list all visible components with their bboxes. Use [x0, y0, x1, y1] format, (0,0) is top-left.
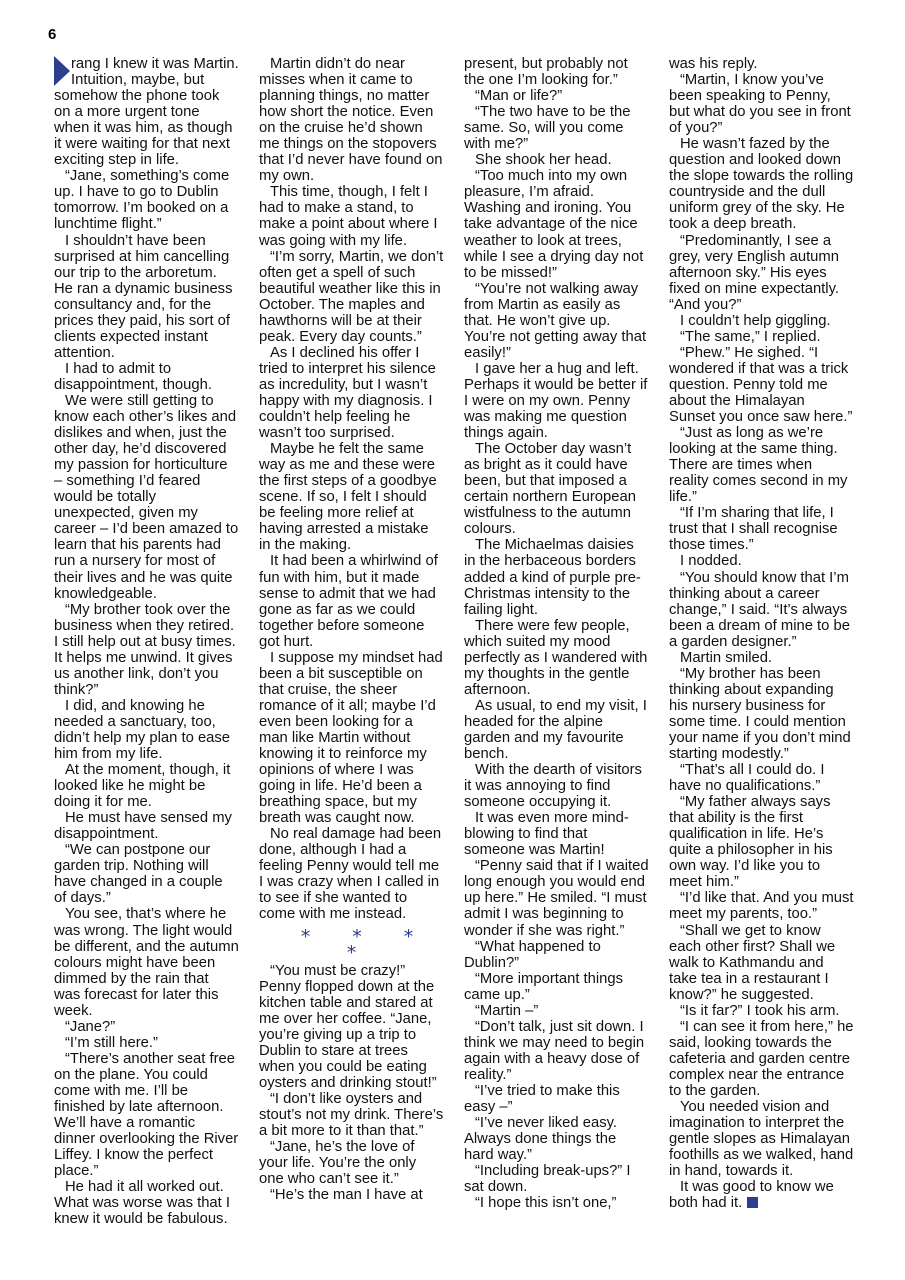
text-column-2 [259, 56, 444, 1236]
paragraph: This time, though, I felt I had to make a stand, to make a point about where I was going with my life. [259, 184, 438, 249]
paragraph: “Too much into my own pleasure, I’m afraid. Washing and ironing. You take advantage of the nice weather to look at trees, while I see a drying day not to be missed!” [464, 168, 644, 281]
paragraph: It had been a whirlwind of fun with him, but it made sense to admit that we had gone as far as we could together before someone got hurt. [259, 553, 438, 650]
paragraph: He had it all worked out. What was worse was that I knew it would be fabulous. [54, 1179, 230, 1228]
paragraph: “I’m still here.” [65, 1034, 158, 1051]
paragraph: He wasn’t fazed by the question and looked down the slope towards the rolling countryside and the dull uniform grey of the sky. He took a deep breath. [669, 136, 854, 233]
paragraph: The Michaelmas daisies in the herbaceous borders added a kind of purple pre-Christmas intensity to the failing light. [464, 537, 641, 618]
paragraph: “Including break-ups?” I sat down. [464, 1163, 631, 1196]
paragraph: “Shall we get to know each other first? Shall we walk to Kathmandu and take tea in a restaurant I know?” he suggested. [669, 922, 836, 1003]
paragraph: “Phew.” He sighed. “I wondered if that was a trick question. Penny told me about the Himalayan Sunset you once saw here.” [669, 344, 853, 426]
paragraph: It was even more mind-blowing to find that someone was Martin! [464, 810, 629, 859]
paragraph: It was good to know we both had it. [669, 1179, 834, 1212]
paragraph: “My brother has been thinking about expanding his nursery business for some time. I could mention your name if you don’t mind starting modestly.” [669, 665, 851, 763]
paragraph: “Jane?” [65, 1018, 116, 1035]
paragraph: “Jane, he’s the love of your life. You’re the only one who can’t see it.” [259, 1139, 417, 1188]
paragraph: You see, that’s where he was wrong. The light would be different, and the autumn colours might have been dimmed by the rain that was forecast for later this week. [54, 906, 239, 1019]
paragraph: “The same,” I replied. [680, 328, 821, 345]
paragraph: “If I’m sharing that life, I trust that I shall recognise those times.” [669, 505, 838, 554]
paragraph: “You must be crazy!” Penny flopped down at the kitchen table and stared at me over her coffee. “Jane, you’re giving up a trip to Dublin to stare at trees when you could be eating oysters and drinking stout!” [259, 962, 437, 1091]
paragraph: “Martin, I know you’ve been speaking to Penny, but what do you see in front of you?” [669, 72, 851, 137]
paragraph: As usual, to end my visit, I headed for the alpine garden and my favourite bench. [464, 697, 647, 763]
paragraph: was his reply. [669, 56, 758, 72]
paragraph: “Martin –” [475, 1002, 539, 1019]
paragraph: “You’re not walking away from Martin as easily as that. He won’t give up. You’re not getting away that easily!” [464, 280, 647, 361]
paragraph: “Just as long as we’re looking at the same thing. There are times when reality comes second in my life.” [669, 425, 848, 506]
paragraph: No real damage had been done, although I had a feeling Penny would tell me I was crazy when I called in to see if she wanted to come with me instead. [259, 826, 442, 923]
paragraph: “My father always says that ability is the first qualification in life. He’s quite a philosopher in his own way. I’d like you to meet him.” [669, 794, 833, 891]
paragraph: Maybe he felt the same way as me and these were the first steps of a goodbye scene. If so, I felt I should be feeling more relief at having arrested a mistake in the making. [259, 441, 437, 554]
paragraph: “My brother took over the business when they retired. I still help out at busy times. It helps me unwind. It gives us another link, don’t you think?” [54, 601, 236, 698]
end-of-story-square-icon [747, 1197, 758, 1208]
paragraph: “Is it far?” I took his arm. [680, 1002, 840, 1019]
paragraph: “I’m sorry, Martin, we don’t often get a spell of such beautiful weather like this in October. The maples and hawthorns will be at their peak. Every day counts.” [259, 248, 444, 345]
paragraph: With the dearth of visitors it was annoying to find someone occupying it. [464, 762, 642, 811]
paragraph: As I declined his offer I tried to interpret his silence as incredulity, but I wasn’t happy with my diagnosis. I couldn’t help feeling he wasn’t too surprised. [259, 344, 436, 442]
paragraph: “Jane, something’s come up. I have to go to Dublin tomorrow. I’m booked on a lunchtime flight.” [54, 168, 230, 233]
paragraph: Martin smiled. [680, 649, 773, 666]
paragraph: Martin didn’t do near misses when it came to planning things, no matter how short the notice. Even on the cruise he’d shown me things on the stopovers that I’d never have found on my own. [259, 56, 443, 185]
paragraph: At the moment, though, it looked like he might be doing it for me. [54, 762, 231, 811]
paragraph: You needed vision and imagination to interpret the gentle slopes as Himalayan foothills as we walked, hand in hand, towards it. [669, 1099, 854, 1180]
paragraph: “I can see it from here,” he said, looking towards the cafeteria and garden centre complex near the entrance to the garden. [669, 1018, 854, 1099]
text-column-3 [464, 56, 649, 1236]
paragraph: There were few people, which suited my mood perfectly as I wandered with my thoughts in the gentle afternoon. [464, 617, 648, 698]
paragraph: “What happened to Dublin?” [464, 938, 601, 971]
page-number: 6 [48, 26, 57, 43]
paragraph: “I hope this isn’t one,” [475, 1195, 617, 1212]
paragraph: “Man or life?” [475, 88, 563, 105]
paragraph: “More important things came up.” [464, 970, 624, 1003]
paragraph: “You should know that I’m thinking about a career change,” I said. “It’s always been a dream of mine to be a garden designer.” [669, 569, 850, 650]
text-column-4 [669, 56, 854, 1236]
article-body [54, 56, 854, 1236]
paragraph: He must have sensed my disappointment. [54, 810, 232, 843]
paragraph: “There’s another seat free on the plane. You could come with me. I’ll be finished by late afternoon. We’ll have a romantic dinner overlooking the River Liffey. I know the perfect place.” [54, 1050, 239, 1180]
paragraph: I nodded. [680, 553, 742, 570]
paragraph: The October day wasn’t as bright as it could have been, but that imposed a certain northern European wistfulness to the autumn colours. [464, 441, 636, 538]
paragraph: I gave her a hug and left. Perhaps it would be better if I were on my own. Penny was making me question things again. [464, 360, 648, 442]
paragraph: “I’d like that. And you must meet my parents, too.” [669, 890, 854, 923]
paragraph: present, but probably not the one I’m looking for.” [464, 56, 628, 89]
paragraph: “Penny said that if I waited long enough you would end up here.” He smiled. “I must admit I was beginning to wonder if she was right.” [464, 858, 649, 939]
paragraph: “Predominantly, I see a grey, very English autumn afternoon sky.” His eyes fixed on mine expectantly. “And you?” [669, 232, 839, 313]
paragraph: I shouldn’t have been surprised at him cancelling our trip to the arboretum. He ran a dynamic business consultancy and, for the prices they paid, his sort of clients expected instant attention. [54, 232, 233, 361]
paragraph: I did, and knowing he needed a sanctuary, too, didn’t help my plan to ease him from my life. [54, 697, 231, 763]
story-continuation-marker [54, 56, 70, 86]
paragraph: I had to admit to disappointment, though. [54, 360, 212, 393]
paragraph: She shook her head. [475, 152, 612, 169]
paragraph: rang I knew it was Martin. Intuition, maybe, but somehow the phone took on a more urgent tone when it was him, as though it were waiting for that next exciting step in life. [54, 56, 239, 169]
paragraph: “The two have to be the same. So, will you come with me?” [464, 104, 631, 153]
paragraph: “He’s the man I have at [270, 1187, 423, 1204]
paragraph: I couldn’t help giggling. [680, 312, 831, 329]
section-separator: * * * * [300, 925, 432, 964]
text-column-1 [54, 56, 239, 1236]
paragraph: “We can postpone our garden trip. Nothing will have changed in a couple of days.” [54, 842, 223, 907]
paragraph: I suppose my mindset had been a bit susceptible on that cruise, the sheer romance of it all; maybe I’d even been looking for a man like Martin without knowing it to reinforce my opinions of where I was going in life. He’d been a breathing space, but my breath was caught now. [259, 649, 443, 827]
paragraph: “Don’t talk, just sit down. I think we may need to begin again with a heavy dose of reality.” [464, 1018, 645, 1083]
paragraph: “I’ve never liked easy. Always done things the hard way.” [464, 1115, 618, 1164]
paragraph: “I’ve tried to make this easy –” [464, 1083, 620, 1116]
paragraph: “That’s all I could do. I have no qualifications.” [669, 762, 825, 795]
paragraph: We were still getting to know each other’s likes and dislikes and when, just the other day, he’d discovered my passion for horticulture – something I’d feared would be totally unexpected, given my career – I’d been amazed to learn that his parents had run a nursery for most of their lives and he was quite knowledgeable. [54, 392, 239, 602]
paragraph: “I don’t like oysters and stout’s not my drink. There’s a bit more to it than that.” [259, 1091, 444, 1140]
